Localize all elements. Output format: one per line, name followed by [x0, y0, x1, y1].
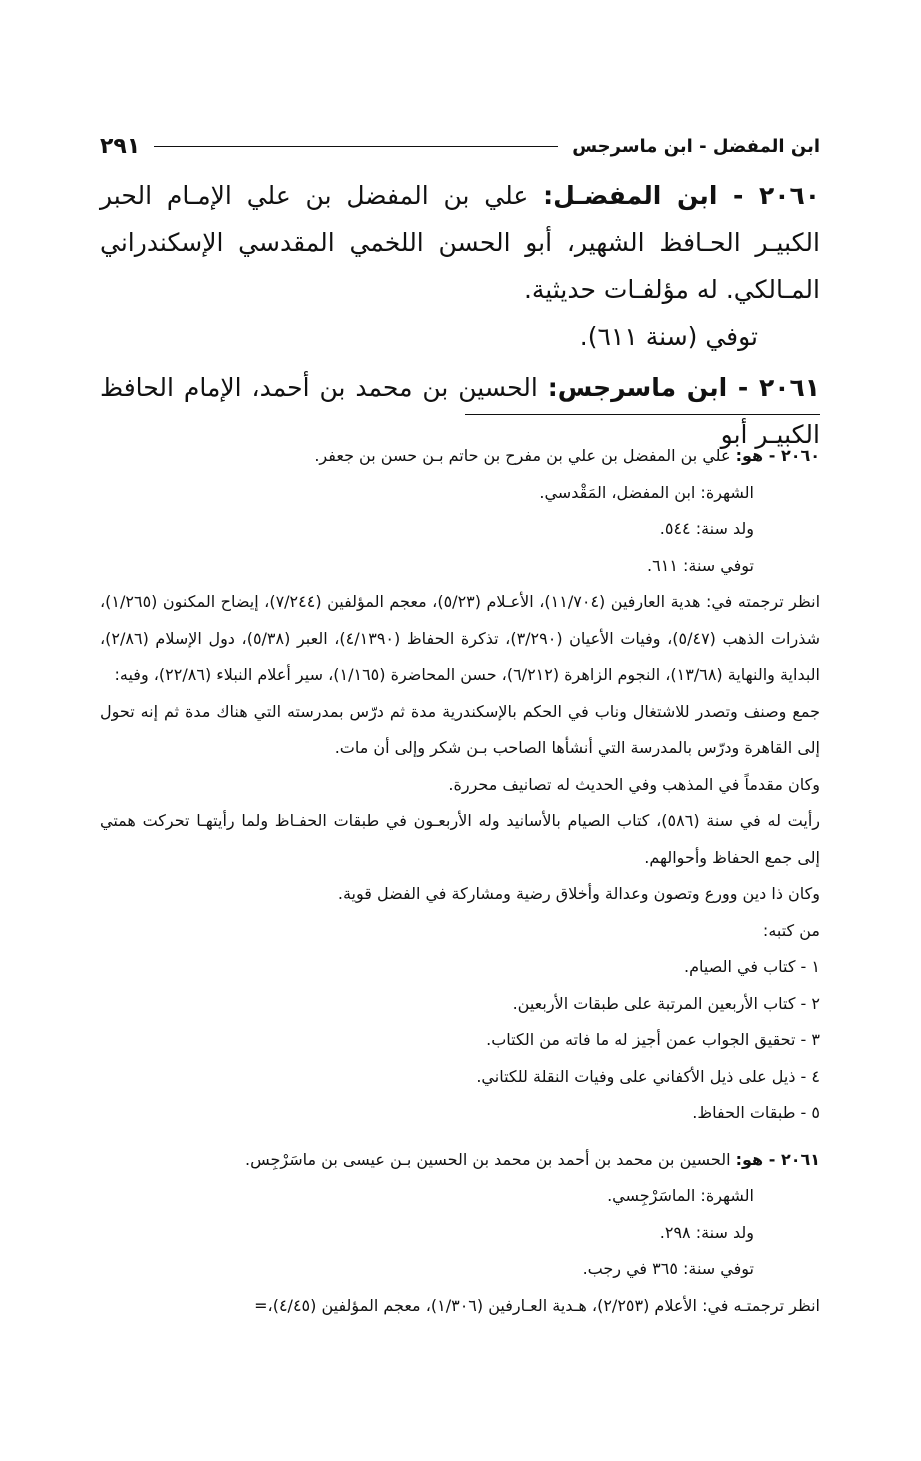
- footnote-born: ولد سنة: ٥٤٤.: [659, 519, 754, 538]
- footnote-quote: رأيت له في سنة (٥٨٦)، كتاب الصيام بالأسانيد وله الأربعـون في طبقات الحفـاظ ولما رأيتهـا تحركت همتي إلى جمع الحفاظ وأحوالهم.: [100, 811, 820, 867]
- footnote-born: ولد سنة: ٢٩٨.: [659, 1222, 754, 1242]
- footnote-sources: انظر ترجمتـه في: الأعلام (٢/٢٥٣)، هـدية العـارفين (١/٣٠٦)، معجم المؤلفين (٤/٤٥)،=: [254, 1295, 820, 1315]
- main-text: [100, 172, 820, 458]
- page-header: [100, 126, 820, 166]
- footnote-number: ٢٠٦٠ - هو:: [735, 446, 820, 465]
- running-head: ابن المفضل - ابن ماسرجس: [572, 135, 820, 157]
- footnote-quote: جمع وصنف وتصدر للاشتغال وناب في الحكم بالإسكندرية مدة ثم درّس بمدرسته التي هناك مدة ثم إنه تحول إلى القاهرة ودرّس بالمدرسة التي أنشأها الصاحب بـن شكر وإلى أن مات.: [100, 701, 820, 757]
- book-item: ١ - كتاب في الصيام.: [684, 957, 820, 976]
- header-rule: [154, 146, 558, 147]
- footnote-shuhra: الشهرة: الماسَرْجِسي.: [607, 1186, 754, 1205]
- book-item: ٥ - طبقات الحفاظ.: [692, 1103, 820, 1122]
- footnote-quote: وكان ذا دين وورع وتصون وعدالة وأخلاق رضية ومشاركة في الفضل قوية.: [337, 884, 820, 903]
- books-label: من كتبه:: [762, 920, 820, 940]
- footnote-name: علي بن المفضل بن علي بن مفرح بن حاتم بـن حسن بن جعفر.: [314, 446, 731, 465]
- footnote-quote: وكان مقدماً في المذهب وفي الحديث له تصانيف محررة.: [448, 774, 820, 794]
- entry-heading: ٢٠٦٠ - ابن المفضـل:: [543, 181, 820, 210]
- entry-heading: ٢٠٦١ - ابن ماسرجس:: [547, 373, 820, 402]
- footnote-number: ٢٠٦١ - هو:: [735, 1149, 820, 1169]
- footnotes: [100, 438, 820, 1324]
- book-item: ٢ - كتاب الأربعين المرتبة على طبقات الأربعين.: [512, 993, 820, 1013]
- footnote-2060: [100, 438, 820, 1132]
- book-item: ٤ - ذيل على ذيل الأكفاني على وفيات النقلة للكتاني.: [476, 1066, 820, 1086]
- book-item: ٣ - تحقيق الجواب عمن أجيز له ما فاته من الكتاب.: [486, 1030, 820, 1049]
- footnote-sources: انظر ترجمته في: هدية العارفين (١١/٧٠٤)، الأعـلام (٥/٢٣)، معجم المؤلفين (٧/٢٤٤)، إيضاح المكنون (١/٢٦٥)، شذرات الذهب (٥/٤٧)، وفيات الأعيان (٣/٢٩٠)، تذكرة الحفاظ (٤/١٣٩٠)، العبر (٥/٣٨)، دول الإسلام (٢/٨٦)، البداية والنهاية (١٣/٦٨)، النجوم الزاهرة (٦/٢١٢)، حسن المحاضرة (١/١٦٥)، سير أعلام النبلاء (٢٢/٨٦)، وفيه:: [100, 592, 821, 684]
- entry-2060: [100, 172, 820, 360]
- footnote-rule: [465, 414, 820, 415]
- footnote-2061: [100, 1142, 820, 1325]
- footnote-died: توفي سنة: ٦١١.: [647, 555, 754, 575]
- entry-body: الحسين بن محمد بن أحمد، الإمام الحافظ الكبيـر أبو: [100, 373, 820, 449]
- footnote-shuhra: الشهرة: ابن المفضل، المَقْدسي.: [539, 482, 754, 502]
- footnote-name: الحسين بن محمد بن أحمد بن محمد بن الحسين بـن عيسى بن ماسَرْجِس.: [245, 1149, 731, 1169]
- page-number: ٢٩١: [100, 133, 141, 159]
- entry-death: توفي (سنة ٦١١).: [579, 322, 758, 351]
- footnote-died: توفي سنة: ٣٦٥ في رجب.: [582, 1259, 754, 1278]
- entry-body: علي بن المفضل بن علي الإمـام الحبر الكبيـر الحـافظ الشهير، أبو الحسن اللخمي المقدسي الإسكندراني المـالكي. له مؤلفـات حديثية.: [100, 181, 820, 304]
